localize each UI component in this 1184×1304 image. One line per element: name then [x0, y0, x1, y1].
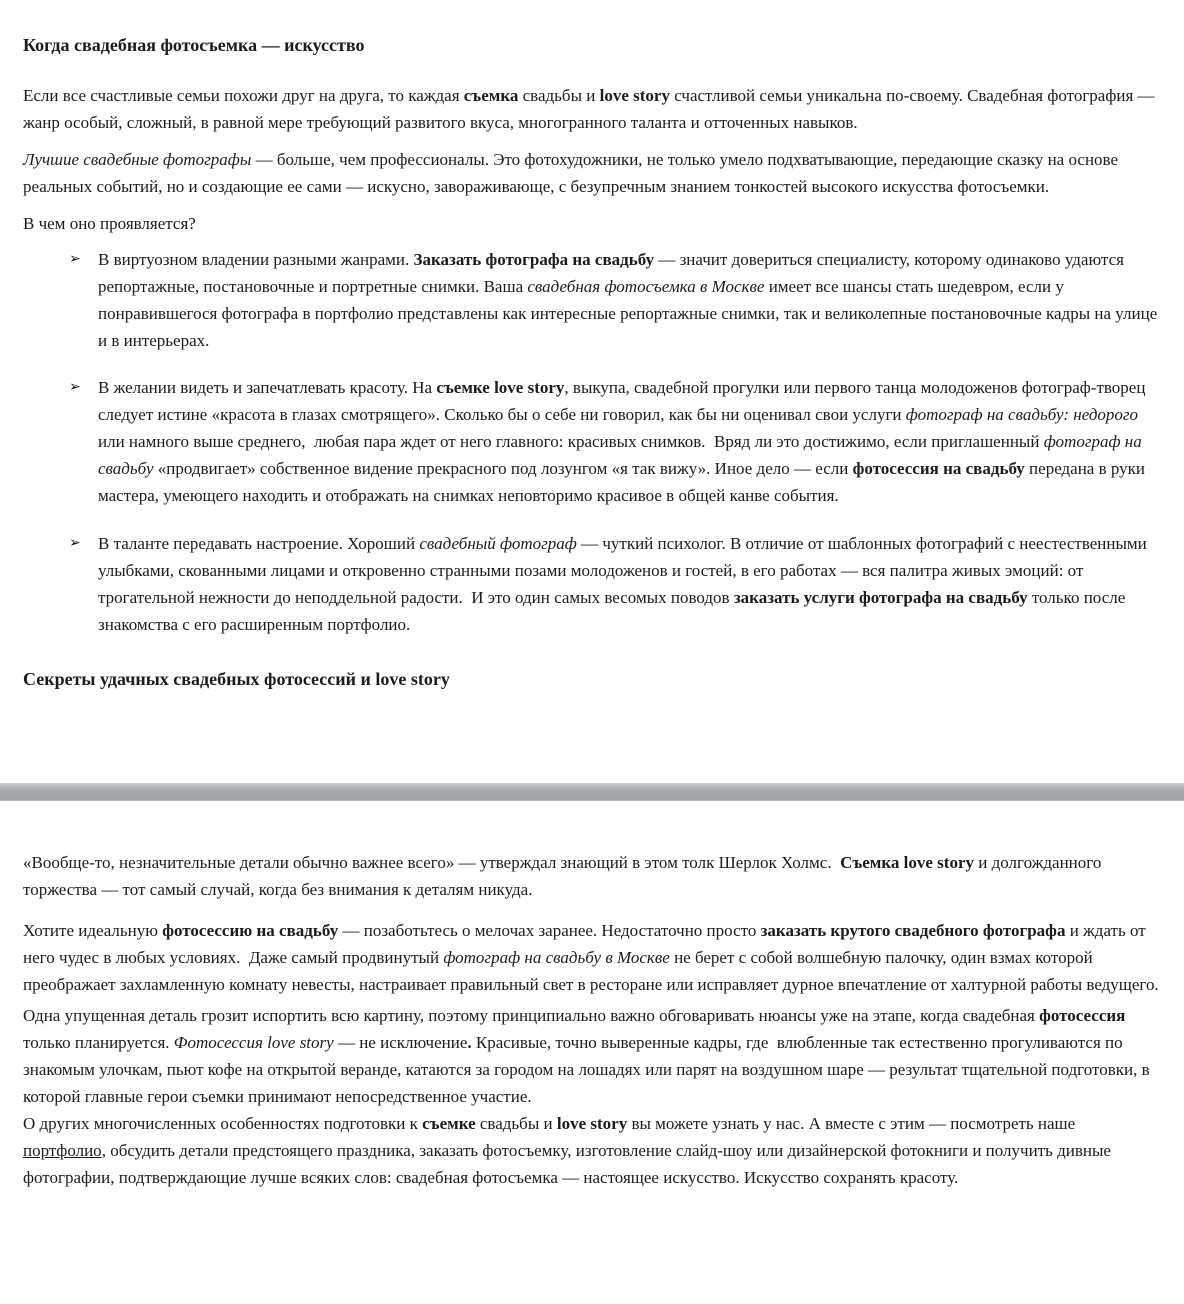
text-run: Хотите идеальную	[23, 921, 163, 940]
text-run: — значит довериться специалисту, которому одинаково удаются репортажные, постановочные и портретные снимки. Ваша	[98, 250, 1124, 296]
text-run: В виртуозном владении разными жанрами.	[98, 250, 414, 269]
text-run: только планируется.	[23, 1033, 174, 1052]
text-run-b: съемке love story	[436, 378, 565, 397]
text-run: и долгожданного торжества — тот самый случай, когда без внимания к деталям никуда.	[23, 853, 1102, 899]
text-run: — не исключение	[333, 1033, 468, 1052]
text-run-i: Фотосессия love story	[173, 1033, 334, 1052]
text-run-b: съемке	[422, 1114, 476, 1133]
text-run-b: Съемка love story	[840, 853, 975, 872]
text-run-i: Лучшие свадебные фотографы	[23, 150, 252, 169]
text-run: счастливой семьи уникальна по-своему. Свадебная фотография — жанр особый, сложный, в равной мере требующий развитого вкуса, многогранного таланта и отточенных навыков.	[23, 86, 1155, 132]
text-run: имеет все шансы стать шедевром, если у понравившегося фотографа в портфолио представлены как интересные репортажные снимки, так и великолепные постановочные кадры на улице и в интерьерах.	[98, 277, 1158, 350]
text-run: О других многочисленных особенностях подготовки к	[23, 1114, 423, 1133]
text-run-i: фотограф на свадьбу	[98, 432, 1142, 478]
list-item-text	[98, 250, 1157, 350]
page-2-content	[0, 849, 1184, 1191]
text-run: В желании видеть и запечатлевать красоту. На	[98, 378, 437, 397]
text-run-b: съемка	[463, 86, 519, 105]
text-run-b: заказать услуги фотографа на свадьбу	[733, 588, 1028, 607]
paragraph-sherlock	[23, 849, 1160, 903]
page-1-content	[0, 33, 1184, 691]
text-run: Одна упущенная деталь грозит испортить всю картину, поэтому принципиально важно обговаривать нюансы уже на этапе, когда свадебная	[23, 1006, 1040, 1025]
text-run-i: фотограф на свадьбу в Москве	[443, 948, 670, 967]
text-run: — чуткий психолог. В отличие от шаблонных фотографий с неестественными улыбками, скованными лицами и откровенно странными позами молодоженов и гостей, в его работах — вся палитра живых эмоций: от трогательной нежности до неподдельной радости. И это один самых весомых поводов	[98, 534, 1147, 607]
text-run: или намного выше среднего, любая пара ждет от него главного: красивых снимков. Вряд ли это достижимо, если приглашенный	[98, 432, 1044, 451]
text-run: Если все счастливые семьи похожи друг на друга, то каждая	[23, 86, 464, 105]
arrow-bullet-icon: ➢	[69, 251, 81, 267]
paragraph-intro	[23, 82, 1160, 136]
list-item-beauty	[69, 374, 1160, 509]
page-break-divider	[0, 783, 1184, 801]
text-run: В чем оно проявляется?	[23, 214, 196, 233]
text-run-b: фотосессия	[1039, 1006, 1126, 1025]
paragraph-ideal-session	[23, 917, 1160, 998]
text-run-b: заказать крутого свадебного фотографа	[760, 921, 1066, 940]
text-run: вы можете узнать у нас. А вместе с этим — посмотреть наше	[627, 1114, 1076, 1133]
feature-list	[23, 246, 1160, 638]
text-run: передана в руки мастера, умеющего находить и отображать на снимках неповторимо красивое в общей канве события.	[98, 459, 1146, 505]
text-run: — позаботьтесь о мелочах заранее. Недостаточно просто	[338, 921, 761, 940]
text-run: , выкупа, свадебной прогулки или первого танца молодоженов фотограф-творец следует истине «красота в глазах смотрящего». Сколько бы о себе ни говорил, как бы ни оценивал свои услуги	[98, 378, 1146, 424]
text-run: Красивые, точно выверенные кадры, где влюбленные так естественно прогуливаются по знакомым улочкам, пьют кофе на открытой веранде, катаются за городом на лошадях или парят на воздушном шаре — результат тщательной подготовки, в которой главные герои съемки принимают непосредственное участие.	[23, 1033, 1150, 1106]
text-run-i: свадебный фотограф	[419, 534, 577, 553]
text-run: «продвигает» собственное видение прекрасного под лозунгом «я так вижу». Иное дело — если	[153, 459, 853, 478]
text-run: свадьбы и	[518, 86, 600, 105]
text-run-b: love story	[556, 1114, 628, 1133]
text-run: — больше, чем профессионалы. Это фотохудожники, не только умело подхватывающие, передающие сказку на основе реальных событий, но и создающие ее сами — искусно, завораживающе, с безупречным знанием тонкостей высокого искусства фотосъемки.	[23, 150, 1119, 196]
text-run-b: love story	[599, 86, 670, 105]
text-run-b: фотосессию на свадьбу	[162, 921, 339, 940]
heading-secrets: Секреты удачных свадебных фотосессий и love story	[23, 669, 450, 689]
list-item-text	[98, 534, 1147, 634]
text-run: только после знакомства с его расширенным портфолио.	[98, 588, 1126, 634]
portfolio-link[interactable]: портфолио	[23, 1141, 102, 1160]
text-run-i: свадебная фотосъемка в Москве	[527, 277, 765, 296]
paragraph-missed-detail	[23, 1002, 1160, 1110]
paragraph-best-photographers	[23, 146, 1160, 200]
text-run: не берет с собой волшебную палочку, один взмах которой преображает захламленную комнату невесты, настраивает правильный свет в ресторане или исправляет дурное впечатление от халтурной работы ведущего.	[23, 948, 1159, 994]
heading-main: Когда свадебная фотосъемка — искусство	[23, 35, 365, 55]
text-run: В таланте передавать настроение. Хороший	[98, 534, 420, 553]
arrow-bullet-icon: ➢	[69, 535, 81, 551]
paragraph-about-us	[23, 1110, 1160, 1191]
text-run: , обсудить детали предстоящего праздника, заказать фотосъемку, изготовление слайд-шоу или дизайнерской фотокниги и получить дивные фотографии, подтверждающие лучше всяких слов: свадебная фотосъемка — настоящее искусство. Искусство сохранять красоту.	[23, 1141, 1111, 1187]
text-run-b: фотосессия на свадьбу	[852, 459, 1025, 478]
list-item-mood	[69, 530, 1160, 638]
list-item-genres	[69, 246, 1160, 354]
text-run-i: фотограф на свадьбу: недорого	[905, 405, 1139, 424]
text-run: свадьбы и	[475, 1114, 557, 1133]
list-item-text	[98, 378, 1145, 505]
paragraph-question	[23, 210, 1160, 237]
text-run-b: .	[467, 1033, 472, 1052]
text-run: «Вообще-то, незначительные детали обычно важнее всего» — утверждал знающий в этом толк Шерлок Холмс.	[23, 853, 841, 872]
text-run-b: Заказать фотографа на свадьбу	[413, 250, 655, 269]
arrow-bullet-icon: ➢	[69, 379, 81, 395]
text-run: и ждать от него чудес в любых условиях. Даже самый продвинутый	[23, 921, 1146, 967]
